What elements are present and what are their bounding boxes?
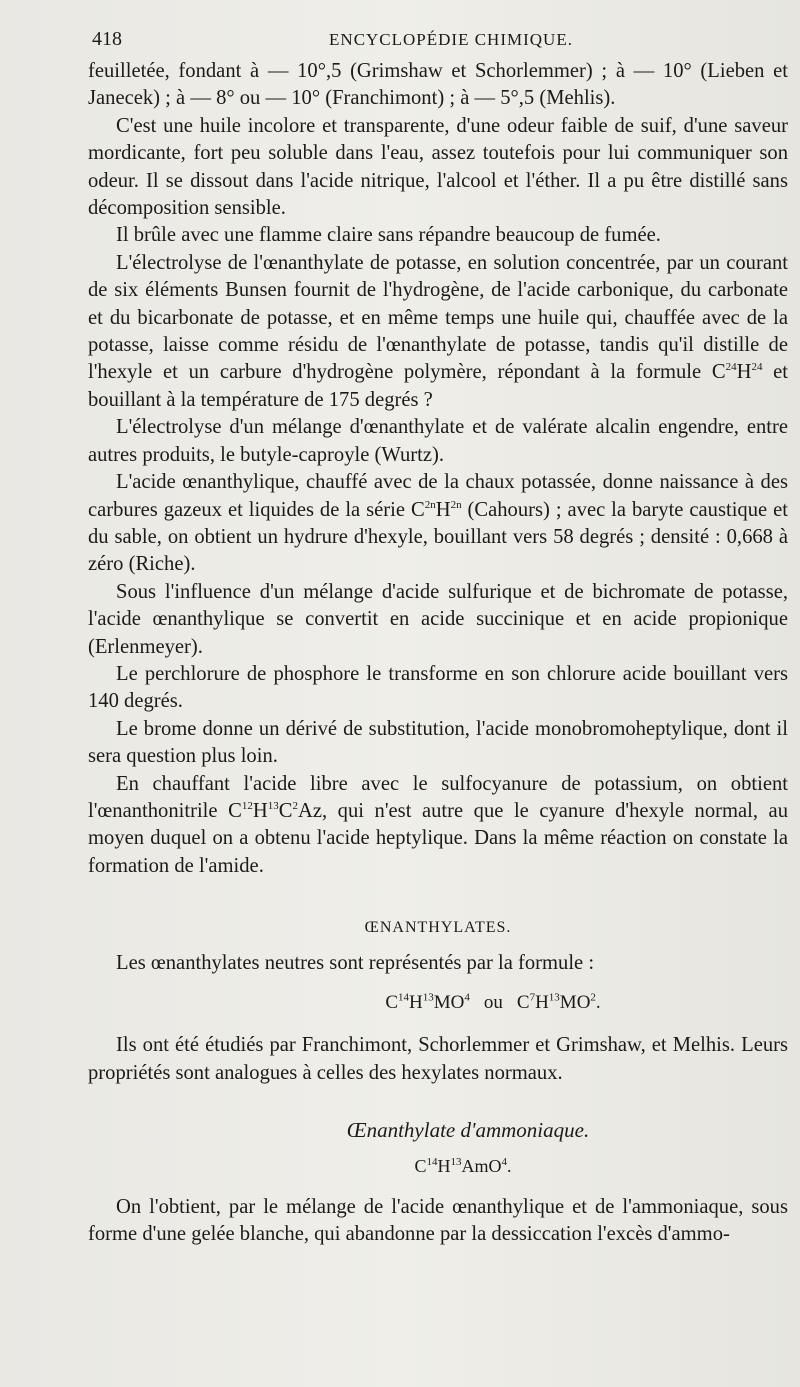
section-authors: Ils ont été étudiés par Franchimont, Schorlemmer et Grimshaw, et Melhis. Leurs propriétés sont analogues à celles des hexylates normaux. <box>88 1034 788 1084</box>
formula-part: C <box>414 1155 427 1176</box>
page-number: 418 <box>92 28 122 50</box>
paragraph-nitrile <box>88 771 788 881</box>
paragraph-bromine: Le brome donne un dérivé de substitution, l'acide monobromoheptylique, dont il sera question plus loin. <box>88 717 788 768</box>
formula-part: H <box>409 992 423 1013</box>
formula-subscript: 12 <box>241 800 253 813</box>
text-run: (Cahours) ; avec la baryte caustique et du sable, on obtient un hydrure d'hexyle, bouillant vers 58 degrés ; densité : 0,668 à zéro (Riche). <box>88 498 788 576</box>
text-run: H <box>252 799 268 822</box>
formula-subscript: 14 <box>398 991 410 1004</box>
body-text <box>88 58 788 1249</box>
ammonium-formula <box>88 1153 788 1180</box>
text-run: En chauffant l'acide libre avec le sulfocyanure de potassium, on obtient l'œnanthonitrile C <box>88 772 788 822</box>
running-header <box>92 28 770 54</box>
formula-connector: ou <box>483 992 503 1013</box>
text-run: L'électrolyse de l'œnanthylate de potasse, en solution concentrée, par un courant de six éléments Bunsen fournit de l'hydrogène, de l'acide carbonique, du carbonate et du bicarbonate de potasse, et en même temps une huile qui, chauffée avec de la potasse, laisse comme résidu de l'œnanthylate de potasse, tandis qu'il distille de l'hexyle et un carbure d'hydrogène polymère, répondant à la formule C <box>88 251 788 384</box>
paragraph-electrolysis <box>88 250 788 414</box>
subsection-heading: Œnanthylate d'ammoniaque. <box>346 1118 590 1143</box>
text-run: H <box>736 361 752 384</box>
paragraph-perchloride: Le perchlorure de phosphore le transforme en son chlorure acide bouillant vers 140 degrés. <box>88 662 788 713</box>
running-title: ENCYCLOPÉDIE CHIMIQUE. <box>329 30 573 49</box>
paragraph-soda-lime <box>88 469 788 579</box>
formula-subscript: 13 <box>548 991 560 1004</box>
section-heading: ŒNANTHYLATES. <box>364 919 512 937</box>
formula-part: . <box>507 1155 512 1176</box>
subsection-text: On l'obtient, par le mélange de l'acide œnanthylique et de l'ammoniaque, sous forme d'une gelée blanche, qui abandonne par la dessiccation l'excès d'ammo- <box>88 1196 788 1246</box>
text-run: Az, qui n'est autre que le cyanure d'hexyle normal, au moyen duquel on a obtenu l'acide heptylique. Dans la même réaction on constate la formation de l'amide. <box>88 799 788 877</box>
paragraph-electrolysis-mixture: L'électrolyse d'un mélange d'œnanthylate et de valérate alcalin engendre, entre autres produits, le butyle-caproyle (Wurtz). <box>88 416 788 466</box>
section-intro: Les œnanthylates neutres sont représentés par la formule : <box>116 951 595 974</box>
paragraph-continuation: feuilletée, fondant à — 10°,5 (Grimshaw et Schorlemmer) ; à — 10° (Lieben et Janecek) ; à — 8° ou — 10° (Franchimont) ; à — 5°,5 (Mehlis). <box>88 60 788 110</box>
formula-part: C <box>385 992 399 1013</box>
paragraph-oxidation: Sous l'influence d'un mélange d'acide sulfurique et de bichromate de potasse, l'acide œnanthylique se convertit en acide succinique et en acide propionique (Erlenmeyer). <box>88 580 788 658</box>
formula-part: MO <box>433 992 465 1013</box>
general-formula <box>88 989 788 1016</box>
text-run: et bouillant à la température de 175 degrés ? <box>88 361 788 411</box>
formula-subscript: 2n <box>450 498 462 511</box>
formula-subscript: 24 <box>751 361 763 374</box>
formula-subscript: 13 <box>450 1155 462 1168</box>
formula-subscript: 2n <box>424 498 436 511</box>
formula-part: . <box>595 992 601 1013</box>
formula-subscript: 4 <box>464 991 470 1004</box>
formula-subscript: 24 <box>725 361 737 374</box>
formula-subscript: 4 <box>501 1155 507 1168</box>
text-run: L'acide œnanthylique, chauffé avec de la chaux potassée, donne naissance à des carbures gazeux et liquides de la série C <box>88 471 788 521</box>
formula-subscript: 13 <box>422 991 434 1004</box>
text-run: H <box>435 498 451 521</box>
formula-part: C <box>516 992 530 1013</box>
formula-subscript: 14 <box>426 1155 438 1168</box>
paragraph-combustion: Il brûle avec une flamme claire sans répandre beaucoup de fumée. <box>116 224 661 247</box>
formula-part: H <box>437 1155 451 1176</box>
formula-part: H <box>535 992 549 1013</box>
formula-part: MO <box>559 992 591 1013</box>
paragraph-properties: C'est une huile incolore et transparente, d'une odeur faible de suif, d'une saveur mordicante, fort peu soluble dans l'eau, assez toutefois pour lui communiquer son odeur. Il se dissout dans l'acide nitrique, l'alcool et l'éther. Il a pu être distillé sans décomposition sensible. <box>88 114 788 220</box>
formula-subscript: 2 <box>590 991 596 1004</box>
formula-subscript: 7 <box>529 991 536 1004</box>
formula-subscript: 13 <box>267 800 279 813</box>
formula-subscript: 2 <box>292 800 298 813</box>
text-run: C <box>278 799 293 822</box>
formula-part: AmO <box>461 1155 502 1176</box>
